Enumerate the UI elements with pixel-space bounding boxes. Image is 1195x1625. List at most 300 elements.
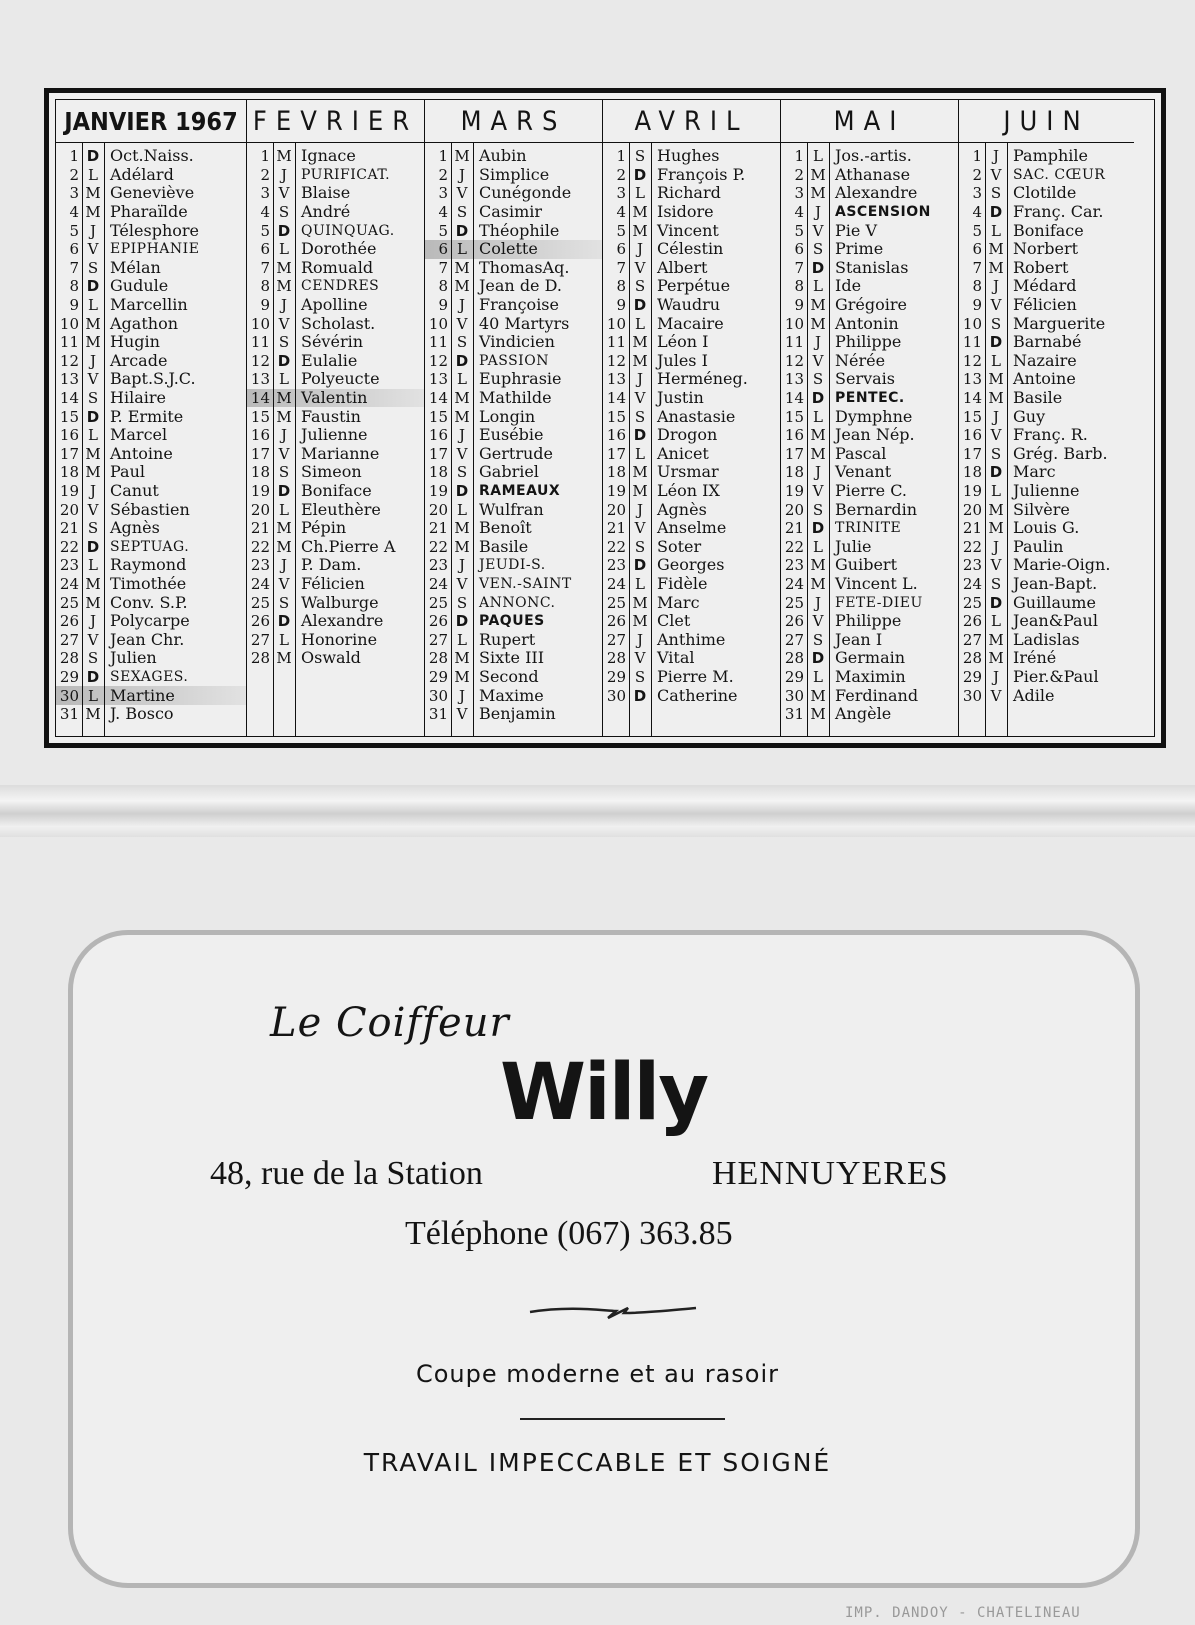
weekday-letter: D: [455, 612, 469, 631]
day-number: 13: [250, 370, 270, 389]
weekday-letter: M: [632, 593, 648, 612]
saint-name: Macaire: [657, 314, 724, 333]
day-number: 6: [972, 240, 982, 259]
weekday-letter: S: [990, 574, 1002, 593]
weekday-letter: J: [814, 333, 821, 352]
weekday-letter: J: [814, 593, 821, 612]
weekday-letter: M: [454, 389, 470, 408]
weekday-letter: M: [632, 333, 648, 352]
saint-name: Perpétue: [657, 277, 731, 296]
day-row: [56, 575, 246, 594]
saint-name: Benjamin: [479, 705, 556, 724]
day-number: 24: [606, 574, 626, 593]
address: 48, rue de la Station: [210, 1155, 483, 1192]
saint-name: François P.: [657, 165, 746, 184]
saint-name: Herméneg.: [657, 370, 748, 389]
saint-name: Julienne: [301, 426, 368, 445]
weekday-letter: M: [276, 407, 292, 426]
saint-name: Ursmar: [657, 463, 719, 482]
month-column: [781, 100, 959, 736]
day-number: 16: [428, 426, 448, 445]
saint-name: Venant: [835, 463, 892, 482]
weekday-letter: S: [87, 258, 99, 277]
day-number: 30: [606, 686, 626, 705]
day-number: 29: [784, 667, 804, 686]
saint-name: VEN.-SAINT: [479, 575, 572, 592]
weekday-letter: M: [85, 314, 101, 333]
weekday-letter: D: [277, 221, 291, 240]
saint-name: Simeon: [301, 463, 362, 482]
day-number: 23: [962, 556, 982, 575]
weekday-letter: D: [277, 612, 291, 631]
day-number: 11: [784, 333, 804, 352]
day-number: 26: [59, 612, 79, 631]
day-number: 19: [428, 481, 448, 500]
weekday-letter: S: [278, 333, 290, 352]
day-number: 16: [962, 426, 982, 445]
weekday-letter: M: [85, 705, 101, 724]
weekday-letter: L: [88, 165, 98, 184]
weekday-letter: J: [280, 296, 287, 315]
day-number: 23: [784, 556, 804, 575]
city: HENNUYERES: [712, 1155, 949, 1192]
day-number: 5: [972, 221, 982, 240]
weekday-letter: D: [455, 351, 469, 370]
day-row: [56, 463, 246, 482]
day-number: 13: [428, 370, 448, 389]
weekday-letter: M: [85, 203, 101, 222]
weekday-letter: M: [276, 649, 292, 668]
day-number: 17: [784, 444, 804, 463]
weekday-letter: V: [278, 574, 290, 593]
saint-name: Pharaïlde: [110, 203, 188, 222]
weekday-letter: D: [455, 221, 469, 240]
weekday-letter: M: [988, 500, 1004, 519]
weekday-letter: J: [458, 165, 465, 184]
day-number: 22: [606, 537, 626, 556]
saint-name: SEPTUAG.: [110, 538, 190, 555]
weekday-letter: S: [278, 593, 290, 612]
saint-name: SAC. CŒUR: [1013, 166, 1106, 183]
day-number: 19: [962, 481, 982, 500]
saint-name: Anselme: [657, 519, 727, 538]
weekday-letter: D: [86, 537, 100, 556]
saint-name: Antoine: [110, 444, 173, 463]
saint-name: Vincent L.: [835, 574, 918, 593]
day-number: 22: [428, 537, 448, 556]
saint-name: Cunégonde: [479, 184, 572, 203]
weekday-letter: M: [454, 258, 470, 277]
day-number: 11: [962, 333, 982, 352]
saint-name: Guibert: [835, 556, 897, 575]
saint-name: Colette: [479, 240, 538, 259]
day-number: 19: [59, 481, 79, 500]
saint-name: Robert: [1013, 258, 1069, 277]
day-number: 25: [962, 593, 982, 612]
weekday-letter: D: [811, 519, 825, 538]
day-number: 15: [428, 407, 448, 426]
weekday-letter: M: [632, 203, 648, 222]
day-number: 1: [260, 147, 270, 166]
day-number: 9: [438, 296, 448, 315]
saint-name: Casimir: [479, 203, 543, 222]
weekday-letter: D: [455, 481, 469, 500]
weekday-letter: S: [278, 463, 290, 482]
saint-name: Martine: [110, 686, 175, 705]
weekday-letter: V: [87, 370, 99, 389]
saint-name: ANNONC.: [479, 594, 556, 611]
day-number: 9: [972, 296, 982, 315]
saint-name: Clotilde: [1013, 184, 1077, 203]
day-row: [56, 259, 246, 278]
day-number: 14: [250, 389, 270, 408]
saint-name: Ladislas: [1013, 630, 1080, 649]
day-number: 26: [250, 612, 270, 631]
weekday-letter: L: [88, 686, 98, 705]
weekday-letter: V: [87, 630, 99, 649]
saint-name: Franç. R.: [1013, 426, 1088, 445]
day-number: 25: [784, 593, 804, 612]
weekday-letter: S: [634, 537, 646, 556]
weekday-letter: V: [812, 221, 824, 240]
day-number: 20: [784, 500, 804, 519]
month-title: FEVRIER: [247, 100, 424, 143]
month-column: [425, 100, 603, 736]
saint-name: Françoise: [479, 296, 559, 315]
weekday-letter: M: [276, 258, 292, 277]
day-row: [56, 147, 246, 166]
saint-name: Longin: [479, 407, 536, 426]
saint-name: Léon I: [657, 333, 709, 352]
saint-name: Pier.&Paul: [1013, 667, 1099, 686]
weekday-letter: V: [990, 296, 1002, 315]
day-number: 21: [784, 519, 804, 538]
saint-name: PASSION: [479, 352, 549, 369]
saint-name: Arcade: [110, 351, 168, 370]
day-number: 9: [260, 296, 270, 315]
day-number: 15: [606, 407, 626, 426]
weekday-letter: M: [276, 537, 292, 556]
weekday-letter: D: [633, 556, 647, 575]
day-number: 27: [250, 630, 270, 649]
saint-name: Gabriel: [479, 463, 539, 482]
weekday-letter: L: [635, 574, 645, 593]
day-row: [56, 203, 246, 222]
month-title: JANVIER 1967: [56, 100, 246, 143]
weekday-letter: L: [991, 351, 1001, 370]
day-number: 8: [260, 277, 270, 296]
day-number: 28: [428, 649, 448, 668]
weekday-letter: D: [633, 686, 647, 705]
weekday-letter: D: [989, 333, 1003, 352]
weekday-letter: M: [276, 389, 292, 408]
day-number: 12: [606, 351, 626, 370]
weekday-letter: S: [456, 333, 468, 352]
saint-name: 40 Martyrs: [479, 314, 570, 333]
saint-name: Pépin: [301, 519, 347, 538]
day-number: 17: [250, 444, 270, 463]
weekday-letter: V: [634, 649, 646, 668]
saint-name: CENDRES: [301, 278, 380, 295]
saint-name: Romuald: [301, 258, 374, 277]
weekday-letter: L: [991, 221, 1001, 240]
day-number: 2: [260, 165, 270, 184]
weekday-letter: M: [276, 147, 292, 166]
saint-name: Bapt.S.J.C.: [110, 370, 196, 389]
weekday-letter: S: [634, 147, 646, 166]
day-number: 29: [428, 667, 448, 686]
day-number: 3: [260, 184, 270, 203]
saint-name: Bernardin: [835, 500, 918, 519]
day-number: 19: [784, 481, 804, 500]
saint-name: Adile: [1013, 686, 1055, 705]
day-number: 1: [972, 147, 982, 166]
saint-name: Marc: [657, 593, 700, 612]
decorative-swash: [528, 1298, 698, 1324]
weekday-letter: S: [634, 407, 646, 426]
saint-name: Justin: [657, 389, 704, 408]
day-row: [56, 556, 246, 575]
weekday-letter: M: [632, 612, 648, 631]
day-number: 10: [962, 314, 982, 333]
weekday-letter: L: [279, 240, 289, 259]
saint-name: Ignace: [301, 147, 356, 166]
day-row: [56, 649, 246, 668]
saint-name: Ch.Pierre A: [301, 537, 396, 556]
day-number: 10: [428, 314, 448, 333]
day-number: 13: [962, 370, 982, 389]
weekday-letter: D: [811, 649, 825, 668]
day-number: 21: [606, 519, 626, 538]
saint-name: Servais: [835, 370, 895, 389]
saint-name: Richard: [657, 184, 721, 203]
day-number: 28: [250, 649, 270, 668]
weekday-letter: M: [85, 333, 101, 352]
saint-name: Médard: [1013, 277, 1077, 296]
saint-name: Nérée: [835, 351, 886, 370]
saint-name: Sévérin: [301, 333, 364, 352]
weekday-letter: V: [278, 314, 290, 333]
weekday-letter: L: [279, 500, 289, 519]
saint-name: Mathilde: [479, 389, 552, 408]
day-number: 25: [59, 593, 79, 612]
saint-name: Marguerite: [1013, 314, 1106, 333]
saint-name: Benoît: [479, 519, 532, 538]
day-number: 9: [69, 296, 79, 315]
saint-name: Philippe: [835, 333, 902, 352]
saint-name: Euphrasie: [479, 370, 562, 389]
weekday-letter: M: [454, 147, 470, 166]
saint-name: Agathon: [110, 314, 179, 333]
day-row: [56, 668, 246, 687]
weekday-letter: M: [810, 426, 826, 445]
weekday-letter: J: [89, 612, 96, 631]
saint-name: Vindicien: [479, 333, 555, 352]
day-number: 25: [606, 593, 626, 612]
day-number: 14: [784, 389, 804, 408]
weekday-letter: D: [277, 481, 291, 500]
day-number: 5: [794, 221, 804, 240]
saint-name: Silvère: [1013, 500, 1070, 519]
saint-name: Prime: [835, 240, 884, 259]
month-column: [959, 100, 1134, 736]
weekday-letter: J: [636, 500, 643, 519]
saint-name: Grégoire: [835, 296, 908, 315]
weekday-letter: S: [634, 667, 646, 686]
day-number: 23: [250, 556, 270, 575]
day-number: 8: [972, 277, 982, 296]
day-number: 25: [428, 593, 448, 612]
saint-name: P. Ermite: [110, 407, 184, 426]
weekday-letter: M: [988, 258, 1004, 277]
day-number: 16: [606, 426, 626, 445]
weekday-letter: V: [990, 686, 1002, 705]
day-number: 12: [962, 351, 982, 370]
day-number: 17: [962, 444, 982, 463]
day-number: 3: [69, 184, 79, 203]
weekday-letter: L: [279, 370, 289, 389]
day-number: 2: [616, 165, 626, 184]
day-number: 14: [428, 389, 448, 408]
day-number: 5: [260, 221, 270, 240]
day-number: 27: [962, 630, 982, 649]
saint-name: Jean de D.: [479, 277, 562, 296]
day-number: 15: [962, 407, 982, 426]
saint-name: Léon IX: [657, 481, 720, 500]
saint-name: Fidèle: [657, 574, 708, 593]
weekday-letter: S: [634, 277, 646, 296]
day-row: [56, 686, 246, 705]
saint-name: Boniface: [1013, 221, 1084, 240]
weekday-letter: L: [635, 314, 645, 333]
weekday-letter: M: [454, 407, 470, 426]
day-number: 28: [606, 649, 626, 668]
saint-name: Julien: [110, 649, 157, 668]
day-number: 3: [438, 184, 448, 203]
coiffeur-label: Le Coiffeur: [270, 1000, 510, 1046]
day-number: 7: [438, 258, 448, 277]
saint-name: Anthime: [657, 630, 726, 649]
saint-name: Iréné: [1013, 649, 1057, 668]
weekday-letter: D: [811, 258, 825, 277]
weekday-letter: S: [812, 240, 824, 259]
day-number: 29: [606, 667, 626, 686]
day-number: 6: [260, 240, 270, 259]
day-row: [56, 705, 246, 724]
day-number: 30: [428, 686, 448, 705]
day-number: 7: [260, 258, 270, 277]
day-number: 8: [616, 277, 626, 296]
saint-name: Pierre M.: [657, 667, 734, 686]
saint-name: Dorothée: [301, 240, 377, 259]
day-number: 12: [428, 351, 448, 370]
weekday-letter: M: [810, 165, 826, 184]
weekday-letter: M: [810, 296, 826, 315]
day-number: 19: [606, 481, 626, 500]
day-number: 11: [59, 333, 79, 352]
saint-name: RAMEAUX: [479, 482, 561, 499]
weekday-letter: S: [456, 593, 468, 612]
day-number: 8: [794, 277, 804, 296]
day-number: 6: [616, 240, 626, 259]
weekday-letter: M: [85, 574, 101, 593]
month-column: [56, 100, 247, 736]
saint-name: Pie V: [835, 221, 877, 240]
day-row: [56, 593, 246, 612]
weekday-letter: D: [86, 667, 100, 686]
weekday-letter: J: [458, 296, 465, 315]
weekday-letter: D: [277, 351, 291, 370]
saint-name: Canut: [110, 481, 159, 500]
saint-name: Jean Nép.: [835, 426, 915, 445]
weekday-letter: V: [812, 351, 824, 370]
day-number: 29: [962, 667, 982, 686]
weekday-letter: L: [813, 277, 823, 296]
weekday-letter: J: [280, 426, 287, 445]
weekday-letter: V: [990, 426, 1002, 445]
saint-name: Walburge: [301, 593, 379, 612]
day-number: 20: [59, 500, 79, 519]
saint-name: Angèle: [835, 705, 892, 724]
month-column: [603, 100, 781, 736]
weekday-letter: D: [633, 165, 647, 184]
weekday-letter: M: [810, 574, 826, 593]
day-number: 24: [250, 574, 270, 593]
weekday-letter: M: [632, 351, 648, 370]
day-number: 6: [69, 240, 79, 259]
weekday-letter: M: [632, 481, 648, 500]
day-number: 7: [69, 258, 79, 277]
day-number: 20: [962, 500, 982, 519]
weekday-letter: V: [990, 165, 1002, 184]
weekday-letter: V: [456, 444, 468, 463]
weekday-letter: V: [278, 444, 290, 463]
day-number: 28: [59, 649, 79, 668]
day-number: 20: [606, 500, 626, 519]
saint-name: Félicien: [1013, 296, 1077, 315]
day-row: [56, 482, 246, 501]
saint-name: J. Bosco: [110, 705, 174, 724]
saint-name: Louis G.: [1013, 519, 1080, 538]
day-number: 18: [428, 463, 448, 482]
weekday-letter: M: [454, 667, 470, 686]
day-row: [56, 500, 246, 519]
weekday-letter: L: [457, 630, 467, 649]
day-row: [56, 612, 246, 631]
saint-name: Vital: [657, 649, 695, 668]
saint-name: Rupert: [479, 630, 536, 649]
day-number: 27: [59, 630, 79, 649]
saint-name: P. Dam.: [301, 556, 362, 575]
saint-name: Basile: [479, 537, 529, 556]
day-number: 11: [428, 333, 448, 352]
weekday-letter: M: [276, 277, 292, 296]
saint-name: Simplice: [479, 165, 550, 184]
day-number: 7: [616, 258, 626, 277]
weekday-letter: M: [632, 221, 648, 240]
weekday-letter: S: [87, 649, 99, 668]
card-fold: [0, 785, 1195, 837]
day-number: 26: [784, 612, 804, 631]
saint-name: Raymond: [110, 556, 187, 575]
saint-name: Jules I: [657, 351, 708, 370]
saint-name: Anicet: [657, 444, 709, 463]
day-number: 30: [59, 686, 79, 705]
weekday-letter: D: [633, 426, 647, 445]
weekday-letter: V: [634, 258, 646, 277]
saint-name: Guy: [1013, 407, 1046, 426]
day-number: 4: [260, 203, 270, 222]
